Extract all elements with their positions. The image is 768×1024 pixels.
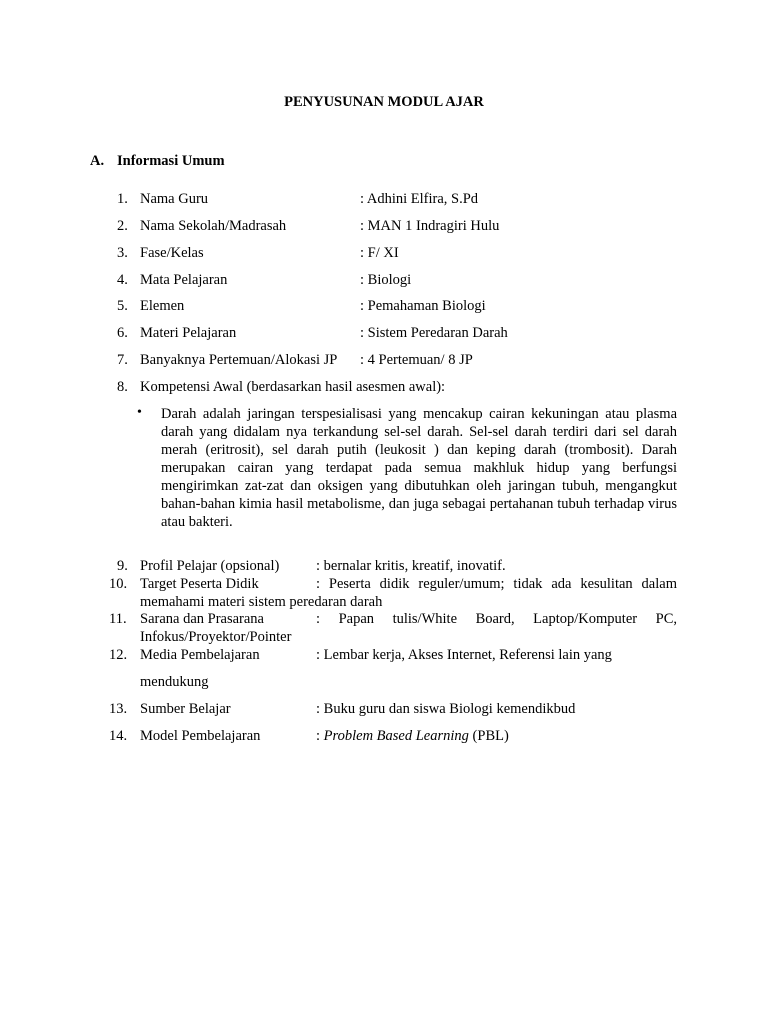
- item-number: 2.: [117, 218, 128, 234]
- item-label: Materi Pelajaran: [140, 325, 237, 341]
- item-value-continued: memahami materi sistem peredaran darah: [140, 594, 383, 610]
- item-label: Mata Pelajaran: [140, 272, 228, 288]
- item-value: : Lembar kerja, Akses Internet, Referensi lain yang: [316, 647, 612, 663]
- value-prefix: :: [316, 728, 324, 744]
- item-label: Model Pembelajaran: [140, 728, 261, 744]
- model-name-italic: Problem Based Learning: [323, 728, 469, 744]
- kompetensi-awal-text: Darah adalah jaringan terspesialisasi yang mencakup cairan kekuningan atau plasma darah yang didalam nya terkandung sel-sel darah. Sel-sel darah terdiri dari sel darah merah (eritrosit), sel darah putih (leukosit ) dan keping darah (trombosit). Darah merupakan cairan yang terdapat pada semua makhluk hidup yang berfungsi mengirimkan zat-zat dan oksigen yang dibutuhkan oleh jaringan tubuh, mengangkut bahan-bahan kimia hasil metabolisme, dan juga sebagai pertahanan tubuh terhadap virus atau bakteri.: [161, 406, 677, 530]
- item-label: Kompetensi Awal (berdasarkan hasil asesmen awal):: [140, 379, 446, 395]
- item-number: 8.: [117, 379, 128, 395]
- item-label: Nama Guru: [140, 191, 209, 207]
- value-suffix: (PBL): [468, 728, 509, 744]
- item-label: Elemen: [140, 298, 185, 314]
- item-number: 10.: [109, 576, 128, 592]
- item-value: : Adhini Elfira, S.Pd: [360, 191, 479, 207]
- item-value: : Biologi: [360, 272, 412, 288]
- item-value-continued: Infokus/Proyektor/Pointer: [140, 629, 292, 645]
- item-number: 1.: [117, 191, 128, 207]
- item-value: : bernalar kritis, kreatif, inovatif.: [316, 558, 506, 574]
- item-label: Target Peserta Didik: [140, 576, 259, 592]
- item-number: 4.: [117, 272, 128, 288]
- item-number: 3.: [117, 245, 128, 261]
- item-number: 5.: [117, 298, 128, 314]
- item-number: 14.: [109, 728, 128, 744]
- item-value-continued: mendukung: [140, 674, 209, 690]
- section-title: Informasi Umum: [117, 153, 225, 169]
- item-label: Nama Sekolah/Madrasah: [140, 218, 287, 234]
- item-number: 12.: [109, 647, 128, 663]
- document-title: PENYUSUNAN MODUL AJAR: [284, 94, 484, 110]
- item-value: : Peserta didik reguler/umum; tidak ada kesulitan dalam: [316, 576, 677, 592]
- item-value: : Sistem Peredaran Darah: [360, 325, 508, 341]
- item-value: : 4 Pertemuan/ 8 JP: [360, 352, 473, 368]
- item-value: : Buku guru dan siswa Biologi kemendikbud: [316, 701, 576, 717]
- item-label: Sumber Belajar: [140, 701, 231, 717]
- item-value: : MAN 1 Indragiri Hulu: [360, 218, 500, 234]
- item-number: 7.: [117, 352, 128, 368]
- item-number: 11.: [109, 611, 127, 627]
- item-label: Sarana dan Prasarana: [140, 611, 264, 627]
- section-letter: A.: [90, 153, 105, 169]
- item-value: : Papan tulis/White Board, Laptop/Komputer PC,: [316, 611, 677, 627]
- item-value: : Pemahaman Biologi: [360, 298, 486, 314]
- item-label: Media Pembelajaran: [140, 647, 260, 663]
- item-label: Banyaknya Pertemuan/Alokasi JP: [140, 352, 338, 368]
- item-number: 13.: [109, 701, 128, 717]
- item-number: 6.: [117, 325, 128, 341]
- item-number: 9.: [117, 558, 128, 574]
- item-label: Fase/Kelas: [140, 245, 204, 261]
- section-heading: [90, 153, 225, 170]
- item-value: [316, 727, 677, 745]
- item-value: : F/ XI: [360, 245, 399, 261]
- bullet-icon: •: [137, 405, 142, 420]
- item-label: Profil Pelajar (opsional): [140, 558, 280, 574]
